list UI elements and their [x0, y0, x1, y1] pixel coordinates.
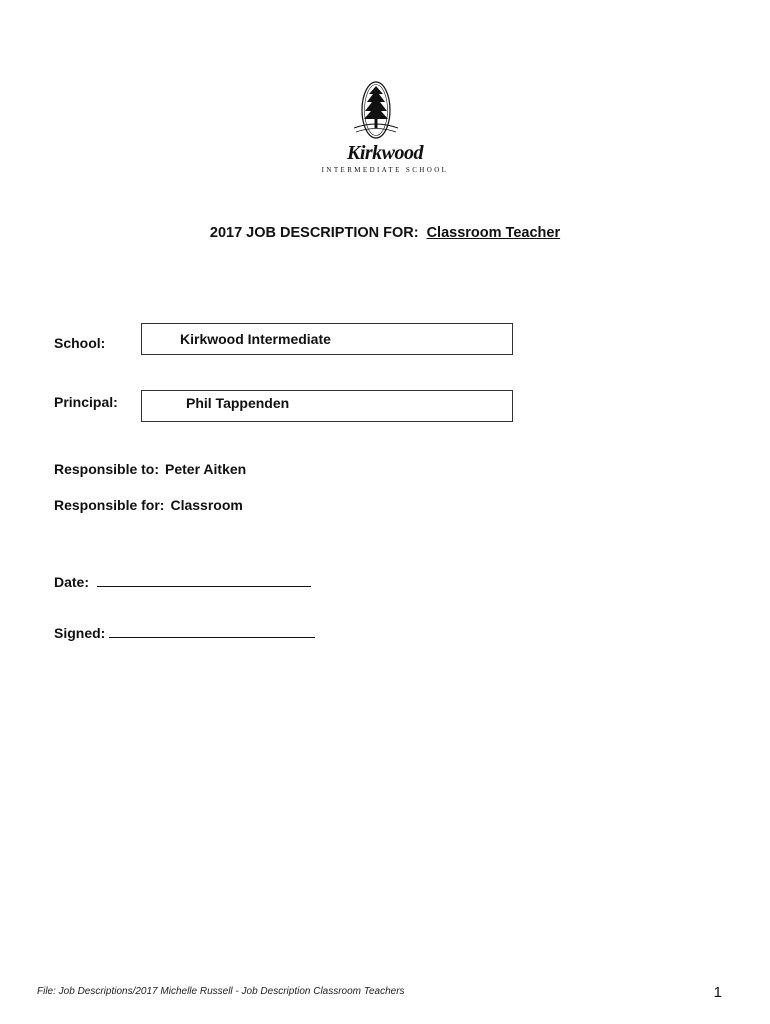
page-title — [0, 225, 770, 241]
title-prefix: 2017 JOB DESCRIPTION FOR: — [209, 225, 419, 241]
responsible-to-row — [54, 461, 246, 477]
principal-label: Principal: — [54, 394, 118, 410]
signature-blank-line[interactable] — [109, 623, 315, 638]
title-role: Classroom Teacher — [426, 225, 561, 241]
signed-label: Signed: — [54, 625, 106, 641]
footer-file-path: File: Job Descriptions/2017 Michelle Russell - Job Description Classroom Teachers — [37, 986, 405, 997]
responsible-to-value: Peter Aitken — [165, 461, 247, 477]
school-logo — [310, 80, 449, 180]
school-value: Kirkwood Intermediate — [180, 331, 331, 347]
signed-row — [54, 623, 315, 641]
school-label: School: — [54, 335, 106, 351]
responsible-for-value: Classroom — [170, 497, 243, 513]
logo-subtitle: INTERMEDIATE SCHOOL — [321, 166, 449, 174]
date-row — [54, 572, 311, 590]
principal-value: Phil Tappenden — [186, 395, 290, 411]
responsible-for-label: Responsible for: — [54, 497, 165, 513]
page-number: 1 — [713, 984, 722, 1001]
school-field — [141, 323, 513, 355]
date-label: Date: — [54, 574, 90, 590]
responsible-to-label: Responsible to: — [54, 461, 160, 477]
date-blank-line[interactable] — [97, 572, 311, 587]
tree-emblem-icon — [352, 80, 418, 140]
principal-field — [141, 390, 513, 422]
responsible-for-row — [54, 497, 243, 513]
logo-wordmark: Kirkwood — [346, 142, 424, 164]
